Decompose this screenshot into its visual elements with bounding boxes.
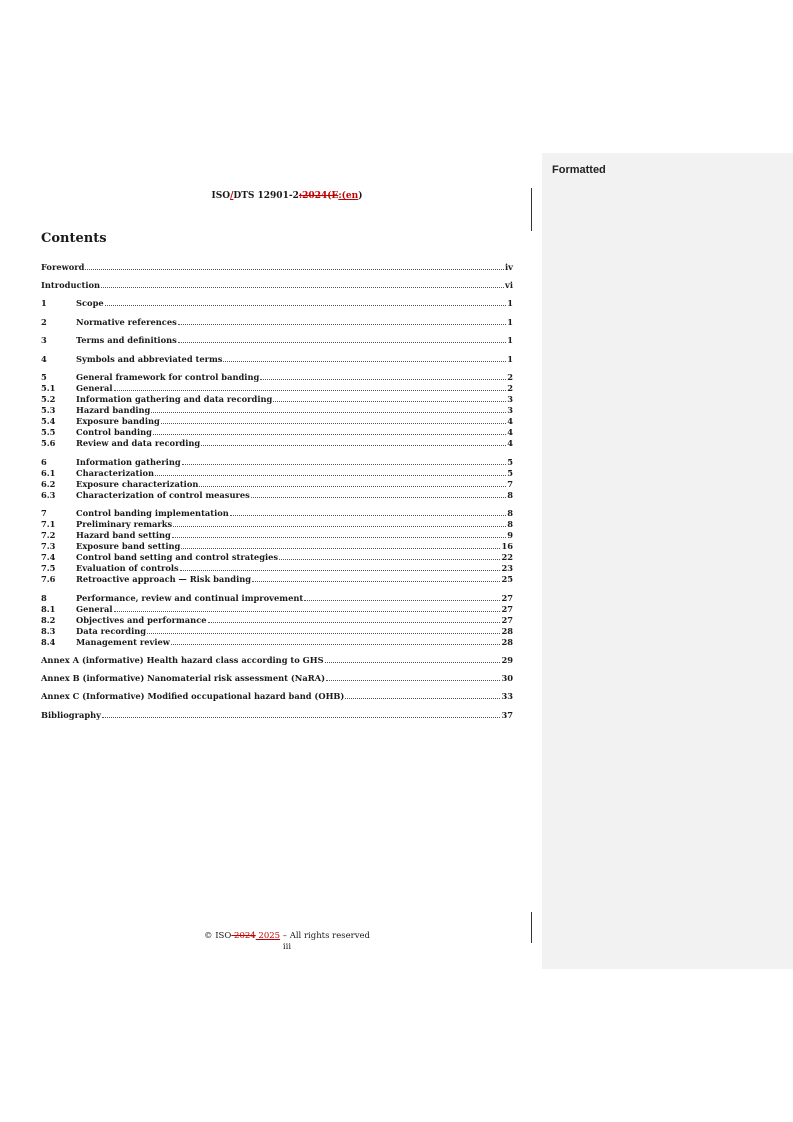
toc-entry-number: 8.2 (41, 615, 56, 625)
toc-leader-dots (345, 691, 500, 699)
toc-entry[interactable] (41, 438, 513, 449)
document-header (0, 191, 574, 201)
toc-entry-title: General (76, 383, 113, 393)
toc-entry[interactable] (41, 604, 513, 615)
toc-entry-page: 9 (507, 530, 513, 540)
document-footer (0, 931, 574, 953)
copyright-prefix: © ISO (204, 931, 232, 941)
toc-entry[interactable] (41, 468, 513, 479)
toc-leader-dots (85, 262, 504, 270)
toc-entry-page: 2 (507, 372, 513, 382)
toc-entry-title: Introduction (41, 280, 101, 290)
toc-entry-title: Characterization of control measures (76, 490, 250, 500)
toc-entry[interactable] (41, 626, 513, 637)
toc-leader-dots (105, 298, 507, 306)
toc-entry-title: Evaluation of controls (76, 563, 179, 573)
toc-entry-page: 1 (507, 317, 513, 327)
toc-entry-number: 2 (41, 317, 47, 327)
toc-entry[interactable] (41, 519, 513, 530)
toc-entry-page: 4 (507, 416, 513, 426)
toc-entry-title: Control banding (76, 427, 152, 437)
toc-leader-dots (114, 383, 507, 391)
toc-entry-number: 6.3 (41, 490, 56, 500)
toc-entry[interactable] (41, 655, 513, 666)
toc-leader-dots (199, 479, 506, 487)
toc-leader-dots (178, 317, 506, 325)
toc-entry-title: Information gathering and data recording (76, 394, 273, 404)
toc-entry-number: 5.6 (41, 438, 56, 448)
toc-entry-title: Review and data recording (76, 438, 201, 448)
copyright-line (0, 931, 574, 942)
toc-entry-title: Scope (76, 298, 104, 308)
toc-entry[interactable] (41, 479, 513, 490)
toc-entry-page: 5 (507, 468, 513, 478)
toc-entry-title: General framework for control banding (76, 372, 260, 382)
toc-entry-title: Exposure characterization (76, 479, 199, 489)
toc-entry[interactable] (41, 563, 513, 574)
contents-title: Contents (41, 231, 107, 246)
toc-entry-number: 8.4 (41, 637, 56, 647)
toc-entry-title: Control banding implementation (76, 508, 229, 518)
toc-entry[interactable] (41, 317, 513, 328)
toc-entry-title: Performance, review and continual improvement (76, 593, 304, 603)
toc-entry-title: Management review (76, 637, 170, 647)
toc-entry-page: 28 (501, 637, 513, 647)
toc-entry-number: 5.1 (41, 383, 56, 393)
toc-entry-number: 7.4 (41, 552, 56, 562)
toc-entry-page: 16 (501, 541, 513, 551)
toc-entry[interactable] (41, 383, 513, 394)
toc-entry-title: General (76, 604, 113, 614)
header-inserted-text: :(en (338, 191, 359, 201)
toc-entry-title: Annex B (informative) Nanomaterial risk assessment (NaRA) (41, 673, 326, 683)
toc-leader-dots (173, 519, 506, 527)
toc-leader-dots (273, 394, 506, 402)
toc-entry-page: 7 (507, 479, 513, 489)
toc-entry-page: 33 (501, 691, 513, 701)
toc-entry[interactable] (41, 457, 513, 468)
toc-entry-title: Characterization (76, 468, 155, 478)
toc-entry[interactable] (41, 574, 513, 585)
toc-entry[interactable] (41, 354, 513, 365)
toc-entry-title: Exposure band setting (76, 541, 181, 551)
toc-entry-page: 4 (507, 427, 513, 437)
toc-entry[interactable] (41, 335, 513, 346)
toc-entry[interactable] (41, 280, 513, 291)
toc-entry-page: 27 (501, 615, 513, 625)
toc-entry-page: 37 (501, 710, 513, 720)
toc-leader-dots (151, 405, 506, 413)
toc-entry-number: 5.5 (41, 427, 56, 437)
toc-leader-dots (171, 637, 501, 645)
toc-entry-page: 5 (507, 457, 513, 467)
toc-entry-page: 1 (507, 354, 513, 364)
toc-entry-number: 7.5 (41, 563, 56, 573)
toc-entry-number: 6.2 (41, 479, 56, 489)
toc-entry-number: 8 (41, 593, 47, 603)
toc-entry-number: 4 (41, 354, 47, 364)
toc-entry-title: Terms and definitions (76, 335, 177, 345)
toc-entry[interactable] (41, 298, 513, 309)
toc-entry-page: 3 (507, 394, 513, 404)
toc-entry-number: 8.1 (41, 604, 56, 614)
toc-entry-title: Foreword (41, 262, 85, 272)
toc-entry-title: Annex A (informative) Health hazard class according to GHS (41, 655, 324, 665)
toc-entry-title: Preliminary remarks (76, 519, 173, 529)
header-part2: DTS 12901-2 (233, 191, 299, 201)
toc-entry-page: 8 (507, 490, 513, 500)
toc-entry-page: 1 (507, 335, 513, 345)
toc-entry-page: 2 (507, 383, 513, 393)
toc-leader-dots (102, 710, 500, 718)
page-number: iii (282, 942, 292, 952)
toc-entry-page: 27 (501, 593, 513, 603)
toc-entry-page: 4 (507, 438, 513, 448)
toc-entry-number: 8.3 (41, 626, 56, 636)
header-deleted-text: :2024(E (298, 191, 339, 201)
toc-entry[interactable] (41, 593, 513, 604)
toc-entry-page: 8 (507, 519, 513, 529)
toc-entry-page: 25 (501, 574, 513, 584)
toc-entry-page: 3 (507, 405, 513, 415)
toc-entry-number: 5 (41, 372, 47, 382)
toc-entry-number: 6.1 (41, 468, 56, 478)
toc-entry[interactable] (41, 673, 513, 684)
toc-leader-dots (230, 508, 506, 516)
toc-leader-dots (172, 530, 506, 538)
toc-leader-dots (161, 416, 506, 424)
toc-entry[interactable] (41, 262, 513, 273)
toc-entry-page: 8 (507, 508, 513, 518)
toc-entry-title: Hazard band setting (76, 530, 171, 540)
copyright-deleted-year: 2024 (231, 931, 256, 941)
toc-leader-dots (223, 354, 506, 362)
toc-entry-page: 30 (501, 673, 513, 683)
copyright-suffix: – All rights reserved (280, 931, 370, 941)
toc-entry-page: 1 (507, 298, 513, 308)
toc-entry-title: Normative references (76, 317, 177, 327)
toc-entry-number: 5.3 (41, 405, 56, 415)
toc-leader-dots (181, 541, 500, 549)
toc-entry-title: Symbols and abbreviated terms (76, 354, 223, 364)
toc-entry-number: 7.6 (41, 574, 56, 584)
toc-entry-number: 5.4 (41, 416, 56, 426)
toc-entry[interactable] (41, 530, 513, 541)
toc-leader-dots (101, 280, 504, 288)
toc-entry-title: Bibliography (41, 710, 102, 720)
header-inserted-slash: / (230, 191, 234, 201)
toc-entry[interactable] (41, 552, 513, 563)
toc-entry-page: 27 (501, 604, 513, 614)
toc-entry-number: 7.3 (41, 541, 56, 551)
toc-entry-page: 23 (501, 563, 513, 573)
toc-entry[interactable] (41, 615, 513, 626)
toc-entry[interactable] (41, 416, 513, 427)
toc-entry-number: 6 (41, 457, 47, 467)
toc-entry[interactable] (41, 541, 513, 552)
copyright-inserted-year: 2025 (255, 931, 281, 941)
toc-leader-dots (260, 372, 506, 380)
toc-entry-title: Exposure banding (76, 416, 160, 426)
toc-leader-dots (325, 655, 501, 663)
toc-entry[interactable] (41, 710, 513, 721)
toc-entry-title: Data recording (76, 626, 147, 636)
toc-leader-dots (147, 626, 500, 634)
toc-entry[interactable] (41, 691, 513, 702)
toc-entry-page: 28 (501, 626, 513, 636)
toc-leader-dots (251, 490, 506, 498)
comment-pane-title: Formatted (552, 164, 606, 176)
toc-leader-dots (153, 427, 506, 435)
toc-entry-title: Annex C (Informative) Modified occupational hazard band (OHB) (41, 691, 345, 701)
toc-entry[interactable] (41, 637, 513, 648)
toc-entry[interactable] (41, 394, 513, 405)
toc-entry-number: 7 (41, 508, 47, 518)
toc-entry-page: 29 (501, 655, 513, 665)
toc-entry-number: 3 (41, 335, 47, 345)
toc-entry[interactable] (41, 372, 513, 383)
toc-entry-title: Objectives and performance (76, 615, 207, 625)
toc-leader-dots (201, 438, 506, 446)
toc-leader-dots (279, 552, 500, 560)
toc-leader-dots (252, 574, 500, 582)
toc-entry-page: iv (505, 262, 513, 272)
comment-pane (542, 153, 793, 969)
toc-entry-number: 7.1 (41, 519, 56, 529)
toc-entry[interactable] (41, 405, 513, 416)
toc-entry-title: Retroactive approach — Risk banding (76, 574, 252, 584)
toc-leader-dots (114, 604, 501, 612)
header-part1: ISO (211, 191, 231, 201)
toc-entry-number: 5.2 (41, 394, 56, 404)
toc-leader-dots (155, 468, 506, 476)
toc-leader-dots (178, 335, 506, 343)
toc-entry-title: Information gathering (76, 457, 181, 467)
toc-entry[interactable] (41, 427, 513, 438)
toc-entry-page: 22 (501, 552, 513, 562)
toc-leader-dots (326, 673, 500, 681)
toc-entry[interactable] (41, 508, 513, 519)
toc-leader-dots (180, 563, 501, 571)
toc-entry[interactable] (41, 490, 513, 501)
toc-leader-dots (182, 457, 507, 465)
toc-entry-number: 7.2 (41, 530, 56, 540)
toc-leader-dots (304, 593, 500, 601)
toc-entry-title: Hazard banding (76, 405, 151, 415)
toc-entry-title: Control band setting and control strategies (76, 552, 279, 562)
toc-entry-number: 1 (41, 298, 47, 308)
toc-leader-dots (208, 615, 501, 623)
header-part3: ) (358, 191, 363, 201)
toc-entry-page: vi (505, 280, 513, 290)
